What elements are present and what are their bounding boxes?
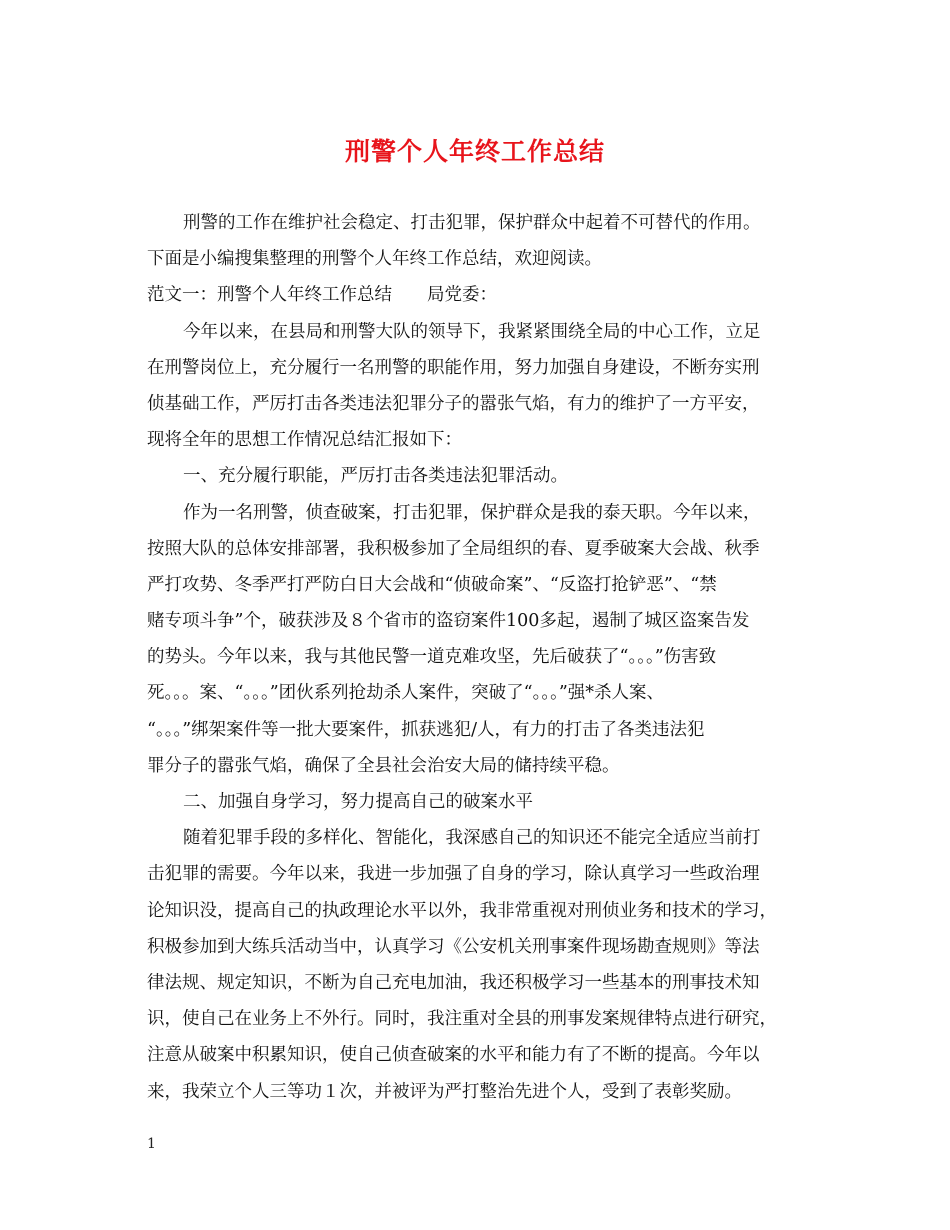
- text-line: 今年以来，在县局和刑警大队的领导下，我紧紧围绕全局的中心工作，立足: [183, 321, 761, 342]
- text-line: 下面是小编搜集整理的刑警个人年终工作总结，欢迎阅读。: [147, 249, 602, 270]
- text-line: 刑警的工作在维护社会稳定、打击犯罪，保护群众中起着不可替代的作用。: [183, 213, 761, 233]
- text-line: 按照大队的总体安排部署，我积极参加了全局组织的春、夏季破案大会战、秋季: [147, 538, 760, 559]
- text-line: 随着犯罪手段的多样化、智能化，我深感自己的知识还不能完全适应当前打: [183, 828, 761, 849]
- text-line: 赌专项斗争”个，破获涉及８个省市的盗窃案件100多起，遏制了城区盗案告发: [147, 611, 750, 632]
- page-number: 1: [147, 1136, 156, 1152]
- text-line: 来，我荣立个人三等功１次，并被评为严打整治先进个人，受到了表彰奖励。: [147, 1081, 742, 1102]
- text-line: 击犯罪的需要。今年以来，我进一步加强了自身的学习，除认真学习一些政治理: [147, 864, 760, 885]
- text-line: 侦基础工作，严厉打击各类违法犯罪分子的嚣张气焰，有力的维护了一方平安，: [147, 393, 760, 414]
- text-line: 在刑警岗位上，充分履行一名刑警的职能作用，努力加强自身建设，不断夯实刑: [147, 357, 760, 378]
- text-line: 死。。。案、“。。。”团伙系列抢劫杀人案件，突破了“。。。”强*杀人案、: [147, 683, 665, 704]
- document-body: [147, 205, 807, 1110]
- text-line: 识，使自己在业务上不外行。同时，我注重对全县的刑事发案规律特点进行研究，: [147, 1009, 777, 1030]
- text-line: 二、加强自身学习，努力提高自己的破案水平: [183, 792, 533, 812]
- text-line: 作为一名刑警，侦查破案，打击犯罪，保护群众是我的泰天职。今年以来，: [183, 502, 761, 523]
- text-line: 的势头。今年以来，我与其他民警一道克难攻坚，先后破获了“。。。”伤害致: [147, 647, 717, 668]
- text-line: 律法规、规定知识，不断为自己充电加油，我还积极学习一些基本的刑事技术知: [147, 972, 760, 993]
- text-line: 论知识没，提高自己的执政理论水平以外，我非常重视对刑侦业务和技术的学习，: [147, 900, 777, 921]
- text-line: 积极参加到大练兵活动当中，认真学习《公安机关刑事案件现场勘查规则》等法: [147, 936, 760, 957]
- text-line: 罪分子的嚣张气焰，确保了全县社会治安大局的储持续平稳。: [147, 755, 620, 776]
- text-line: 严打攻势、冬季严打严防白日大会战和“侦破命案”、“反盗打抢铲恶”、“禁: [147, 574, 717, 595]
- text-line: 一、充分履行职能，严厉打击各类违法犯罪活动。: [183, 466, 568, 487]
- text-line: “。。。”绑架案件等一批大要案件，抓获逃犯/人，有力的打击了各类违法犯: [147, 719, 705, 740]
- text-line: 注意从破案中积累知识，使自己侦查破案的水平和能力有了不断的提高。今年以: [147, 1045, 760, 1066]
- document-title: 刑警个人年终工作总结: [344, 137, 605, 166]
- text-line: 范文一：刑警个人年终工作总结 局党委：: [147, 285, 497, 306]
- text-line: 现将全年的思想工作情况总结汇报如下：: [147, 430, 462, 451]
